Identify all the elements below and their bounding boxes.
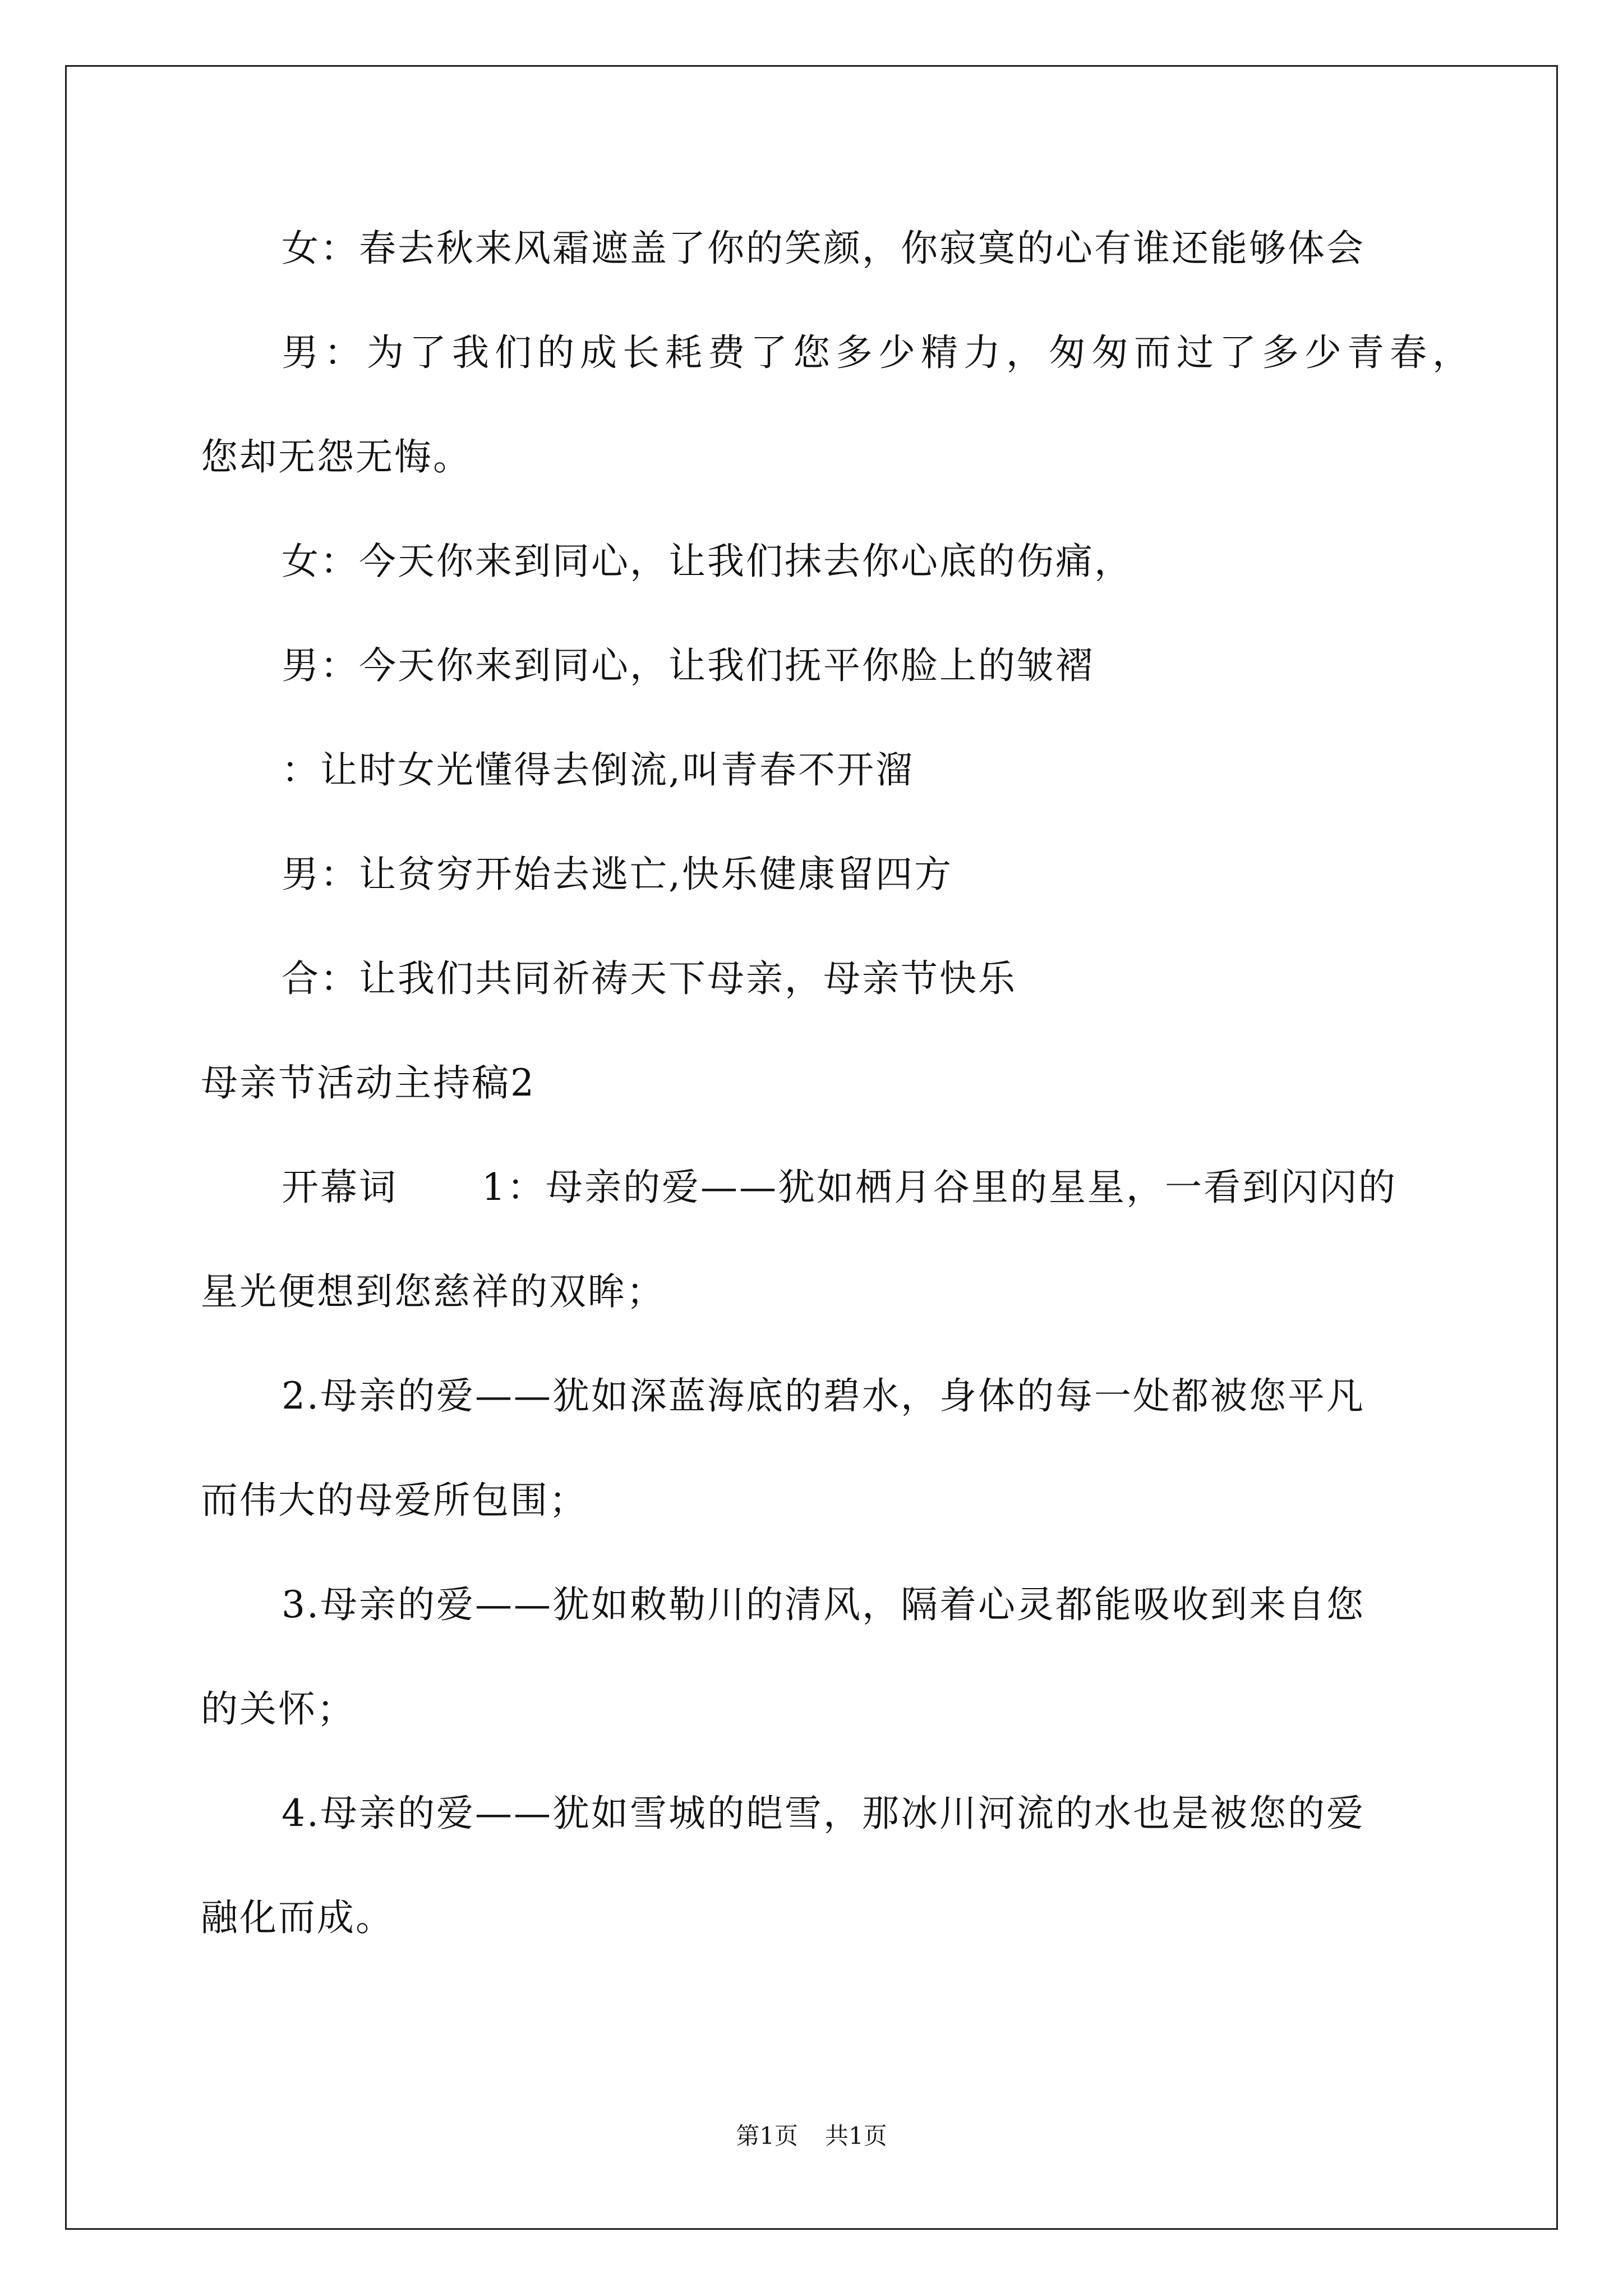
paragraph-line: 3.母亲的爱——犹如敕勒川的清风，隔着心灵都能吸收到来自您: [282, 1583, 1365, 1626]
section-title: 母亲节活动主持稿2: [201, 1061, 536, 1105]
paragraph-line: 而伟大的母爱所包围；: [201, 1479, 588, 1522]
paragraph-line: 男：让贫穷开始去逃亡,快乐健康留四方: [282, 853, 953, 896]
paragraph-line: 您却无怨无悔。: [201, 435, 472, 478]
paragraph-line: 女：春去秋来风霜遮盖了你的笑颜，你寂寞的心有谁还能够体会: [282, 227, 1365, 270]
paragraph-line: 合：让我们共同祈祷天下母亲，母亲节快乐: [282, 957, 1017, 1000]
paragraph-line: ：让时女光懂得去倒流,叫青春不开溜: [282, 748, 914, 792]
paragraph-line: 的关怀；: [201, 1687, 356, 1731]
opening-label: 开幕词: [282, 1166, 398, 1209]
page-footer: [0, 2119, 1623, 2153]
page-number-current: 第1页: [736, 2122, 798, 2150]
paragraph-line: 男：为了我们的成长耗费了您多少精力，匆匆而过了多少青春，: [282, 331, 1475, 374]
page-number-total: 共1页: [825, 2122, 887, 2150]
paragraph-line: 女：今天你来到同心，让我们抹去你心底的伤痛，: [282, 540, 1133, 583]
paragraph-line: 星光便想到您慈祥的双眸；: [201, 1270, 665, 1313]
paragraph-line: 2.母亲的爱——犹如深蓝海底的碧水，身体的每一处都被您平凡: [282, 1374, 1365, 1418]
paragraph-line: 男：今天你来到同心，让我们抚平你脸上的皱褶: [282, 644, 1094, 687]
opening-line: [282, 1162, 1397, 1213]
paragraph-line: 4.母亲的爱——犹如雪城的皑雪，那冰川河流的水也是被您的爱: [282, 1792, 1365, 1835]
opening-item: 1：母亲的爱——犹如栖月谷里的星星，一看到闪闪的: [482, 1166, 1397, 1209]
paragraph-line: 融化而成。: [201, 1896, 394, 1939]
